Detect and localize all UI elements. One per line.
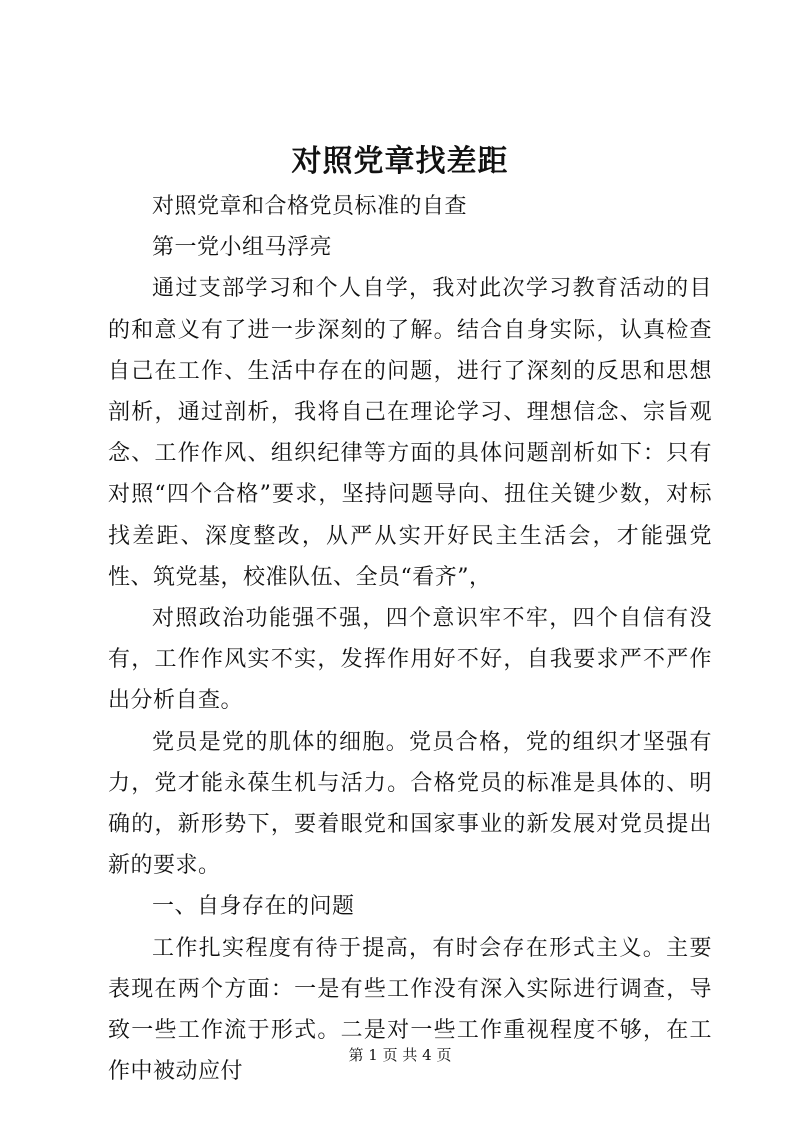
body-paragraph: 对照政治功能强不强，四个意识牢不牢，四个自信有没有，工作作风实不实，发挥作用好不好，自我要求严不严作出分析自查。: [108, 606, 712, 714]
body-paragraph: 党员是党的肌体的细胞。党员合格，党的组织才坚强有力，党才能永葆生机与活力。合格党员的标准是具体的、明确的，新形势下，要着眼党和国家事业的新发展对党员提出新的要求。: [108, 729, 712, 879]
body-paragraph: 通过支部学习和个人自学，我对此次学习教育活动的目的和意义有了进一步深刻的了解。结合自身实际，认真检查自己在工作、生活中存在的问题，进行了深刻的反思和思想剖析，通过剖析，我将自己在理论学习、理想信念、宗旨观念、工作作风、组织纪律等方面的具体问题剖析如下：只有对照“四个合格”要求，坚持问题导向、扭住关键少数，对标找差距、深度整改，从严从实开好民主生活会，才能强党性、筑党基，校准队伍、全员“看齐”，: [108, 276, 712, 590]
page-footer: 第 1 页 共 4 页: [348, 1046, 452, 1064]
author-paragraph: 第一党小组马浮亮: [152, 235, 333, 261]
document-body: [108, 186, 712, 1092]
section-heading: 一、自身存在的问题: [152, 894, 355, 920]
subtitle-paragraph: 对照党章和合格党员标准的自查: [152, 194, 468, 219]
document-title: 对照党章找差距: [291, 144, 509, 179]
body-paragraph: 工作扎实程度有待于提高，有时会存在形式主义。主要表现在两个方面：一是有些工作没有深入实际进行调查，导致一些工作流于形式。二是对一些工作重视程度不够，在工作中被动应付: [108, 935, 712, 1085]
